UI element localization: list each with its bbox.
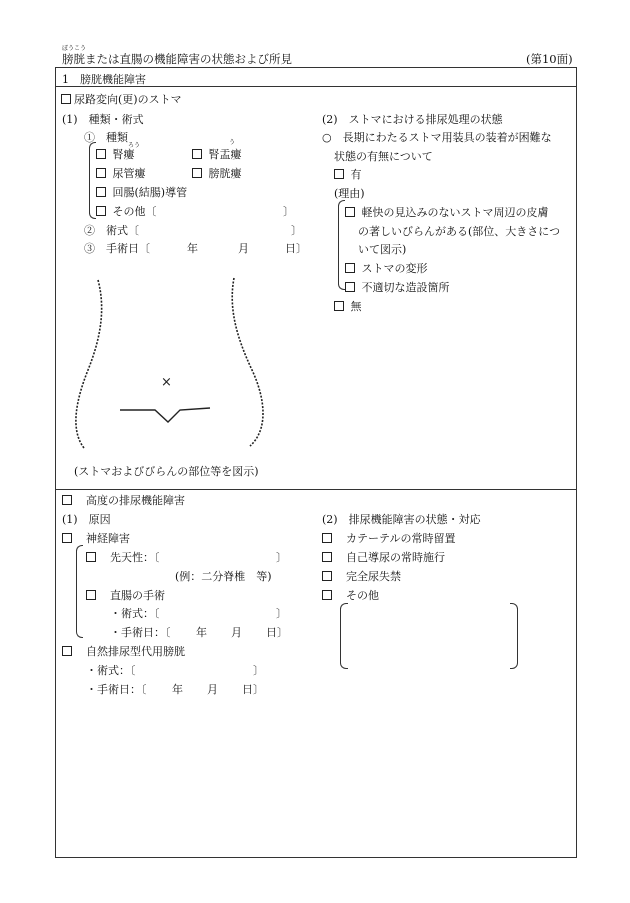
- checkbox[interactable]: [96, 206, 106, 216]
- year-label: 年: [196, 626, 207, 639]
- torso-diagram[interactable]: [60, 270, 290, 460]
- month-label: 月: [238, 242, 249, 255]
- option-no: 無: [334, 298, 362, 314]
- yes-checkbox[interactable]: [334, 169, 344, 179]
- ruby-ro: ろう: [128, 142, 141, 149]
- operation-label: ② 術式〔: [84, 224, 139, 237]
- checkbox[interactable]: [345, 263, 355, 273]
- neuro-bracket: [76, 545, 83, 638]
- checkbox[interactable]: [86, 590, 96, 600]
- status-option: 自己導尿の常時施行: [322, 549, 445, 565]
- type-option: 腎盂瘻: [192, 146, 242, 162]
- section1-left-heading: (1) 種類・術式: [62, 113, 144, 126]
- other-bracket-right: [510, 603, 518, 669]
- rectal-option: 直腸の手術: [86, 587, 165, 603]
- section2-heading: 高度の排尿機能障害: [62, 492, 185, 508]
- stoma-mark: ×: [161, 375, 172, 390]
- type-option: 回腸(結腸)導管: [96, 184, 187, 200]
- year-label: 年: [187, 242, 198, 255]
- type-option: 尿管瘻: [96, 165, 146, 181]
- day-label: 日〕: [266, 626, 288, 639]
- incision-line: [120, 408, 210, 422]
- torso-left-outline: [76, 280, 102, 448]
- natural-bladder-option: 自然排尿型代用膀胱: [62, 643, 185, 659]
- checkbox[interactable]: [86, 552, 96, 562]
- other-bracket-left: [340, 603, 348, 669]
- date-label: ・手術日：〔: [110, 626, 171, 639]
- section2-right-heading: (2) 排尿機能障害の状態・対応: [322, 513, 481, 526]
- congenital-option: 先天性：〔: [86, 549, 160, 565]
- date-label: ・手術日：〔: [86, 683, 147, 696]
- neuro-option: 神経障害: [62, 530, 130, 546]
- op-label: ・術式：〔: [86, 664, 136, 677]
- day-label: 日〕: [285, 242, 307, 255]
- status-option-other: その他: [322, 587, 379, 603]
- reason-option: 不適切な造設箇所: [345, 279, 450, 295]
- checkbox[interactable]: [345, 207, 355, 217]
- bracket-close: 〕: [276, 551, 287, 564]
- section1-heading: 1 膀胱機能障害: [62, 73, 146, 86]
- reason-text: いて図示): [358, 243, 407, 256]
- stoma-checkbox[interactable]: [61, 94, 71, 104]
- checkbox[interactable]: [96, 168, 106, 178]
- checkbox[interactable]: [322, 533, 332, 543]
- bracket-close: 〕: [276, 607, 287, 620]
- checkbox[interactable]: [322, 552, 332, 562]
- checkbox[interactable]: [62, 533, 72, 543]
- checkbox[interactable]: [62, 495, 72, 505]
- status-option: 完全尿失禁: [322, 568, 401, 584]
- surgery-date-label: ③ 手術日〔: [84, 242, 150, 255]
- month-label: 月: [231, 626, 242, 639]
- bracket-close: 〕: [291, 224, 302, 237]
- no-checkbox[interactable]: [334, 301, 344, 311]
- example-text: (例：二分脊椎 等): [175, 570, 272, 583]
- checkbox[interactable]: [96, 149, 106, 159]
- reason-bracket: [338, 200, 345, 290]
- bracket-close: 〕: [283, 205, 294, 218]
- reason-option: ストマの変形: [345, 260, 428, 276]
- title-ruby: ぼうこう: [62, 45, 87, 52]
- bracket-close: 〕: [253, 664, 264, 677]
- torso-right-outline: [232, 278, 263, 446]
- page-number: (第10面): [526, 52, 573, 66]
- status-option: カテーテルの常時留置: [322, 530, 455, 546]
- checkbox[interactable]: [62, 646, 72, 656]
- ruby-u: う: [229, 139, 236, 146]
- checkbox[interactable]: [322, 590, 332, 600]
- type-option-other: その他〔: [96, 203, 157, 219]
- page-title: 膀胱または直腸の機能障害の状態および所見: [62, 52, 292, 66]
- day-label: 日〕: [242, 683, 264, 696]
- checkbox[interactable]: [96, 187, 106, 197]
- type-option: 膀胱瘻: [192, 165, 242, 181]
- option-yes: 有: [334, 166, 362, 182]
- type-label: ① 種類: [84, 131, 128, 144]
- question-line2: 状態の有無について: [334, 150, 433, 163]
- divider: [55, 489, 576, 490]
- month-label: 月: [207, 683, 218, 696]
- op-label: ・術式：〔: [110, 607, 160, 620]
- type-option: 腎瘻: [96, 146, 135, 162]
- checkbox[interactable]: [345, 282, 355, 292]
- section1-right-heading: (2) ストマにおける排尿処理の状態: [322, 113, 503, 126]
- stoma-title: 尿路変向(更)のストマ: [61, 91, 182, 107]
- year-label: 年: [172, 683, 183, 696]
- checkbox[interactable]: [322, 571, 332, 581]
- type-bracket: [89, 142, 96, 219]
- checkbox[interactable]: [192, 168, 202, 178]
- section2-left-heading: (1) 原因: [62, 513, 111, 526]
- reason-option: 軽快の見込みのないストマ周辺の皮膚: [345, 204, 549, 220]
- diagram-caption: (ストマおよびびらんの部位等を図示): [74, 465, 259, 478]
- reason-label: (理由): [334, 187, 365, 200]
- question-line1: ○ 長期にわたるストマ用装具の装着が困難な: [322, 131, 552, 144]
- reason-text: の著しいびらんがある(部位、大きさにつ: [358, 225, 561, 238]
- checkbox[interactable]: [192, 149, 202, 159]
